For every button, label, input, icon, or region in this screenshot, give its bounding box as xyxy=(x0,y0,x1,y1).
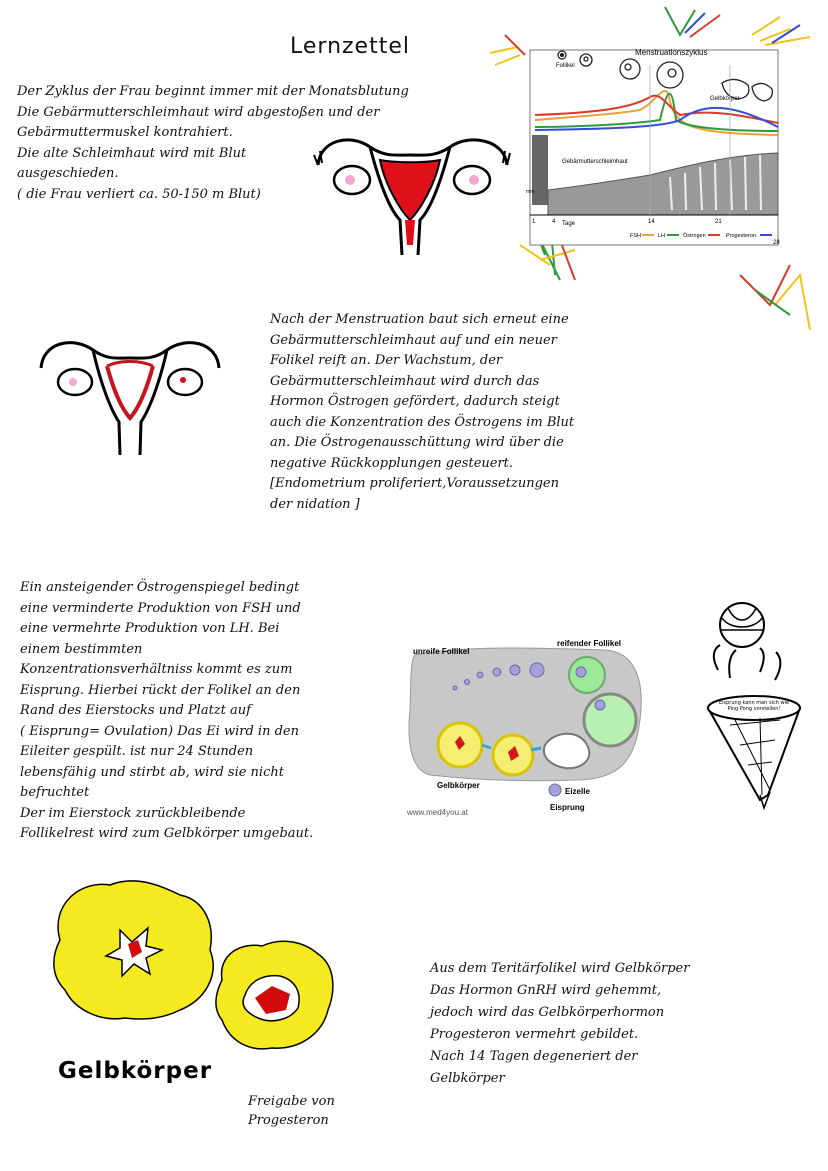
label-gelbkoerper: Gelbkörper xyxy=(710,96,740,102)
legend-fsh: FSH xyxy=(630,233,641,239)
uterus-illustration-bleeding xyxy=(310,125,515,260)
page-title: Lernzettel xyxy=(290,34,410,59)
cone-note: Eisprung kann man sich wie Ping Pong vorstellen! xyxy=(718,700,790,712)
gelbkoerper-illustration xyxy=(40,870,360,1070)
x-tick: 1 xyxy=(532,219,536,225)
uterus-illustration-proliferation xyxy=(35,330,225,460)
legend-oestrogen: Östrogen xyxy=(683,233,706,239)
text-block-gelbkoerper: Aus dem Teritärfolikel wird Gelbkörper Das Hormon GnRH wird gehemmt, jedoch wird das Gelbkörperhormon Progesteron vermehrt gebildet. Nach 14 Tagen degeneriert der Gelbkörper xyxy=(430,961,690,1086)
ovary-follicle-diagram xyxy=(405,630,650,820)
label-tage: Tage xyxy=(562,221,576,227)
progesteron-caption: Freigabe von Progesteron xyxy=(248,1094,335,1128)
label-schleimhaut: Gebärmutterschleimhaut xyxy=(562,159,628,165)
legend-lh: LH xyxy=(658,233,666,239)
x-tick: 28 xyxy=(773,240,780,246)
text-block-menstruation: Der Zyklus der Frau beginnt immer mit der Monatsblutung Die Gebärmutterschleimhaut wird abgestoßen und der Gebärmuttermuskel kontrahiert. Die alte Schleimhaut wird mit Blut ausgeschieden. ( die Frau verliert ca. 50-150 m Blut) xyxy=(17,84,409,202)
x-tick: 14 xyxy=(648,219,655,225)
x-tick: 21 xyxy=(715,219,722,225)
text-block-ovulation: Ein ansteigender Östrogenspiegel bedingt eine verminderte Produktion von FSH und eine vermehrte Produktion von LH. Bei einem bestimmten Konzentrationsverhältniss kommt es zum Eisprung. Hierbei rückt der Folikel an den Rand des Eierstocks und Platzt auf ( Eisprung= Ovulation) Das Ei wird in den Eileiter gespült. ist nur 24 Stunden lebensfähig und stirbt ab, wird sie nicht befruchtet Der im Eierstock zurückbleibende Follikelrest wird zum Gelbkörper umgebaut. xyxy=(20,580,314,841)
label-gelbkoerper-small: Gelbkörper xyxy=(437,781,480,790)
menstrual-cycle-chart xyxy=(490,5,820,335)
label-unreife-follikel: unreife Follikel xyxy=(413,647,470,656)
legend-progesteron: Progesteron xyxy=(726,233,756,239)
text-block-proliferation: Nach der Menstruation baut sich erneut eine Gebärmutterschleimhaut auf und ein neuer Folikel reift an. Der Wachstum, der Gebärmutterschleimhaut wird durch das Hormon Östrogen gefördert, dadurch steigt auch die Konzentration des Östrogens im Blut an. Die Östrogenausschüttung wird über die negative Rückkopplungen gesteuert. [Endometrium proliferiert,Voraussetzungen der nidation ] xyxy=(270,312,575,512)
chart-title: Menstruationszyklus xyxy=(635,48,708,57)
x-tick: 4 xyxy=(552,219,556,225)
label-eisprung: Eisprung xyxy=(550,803,585,812)
label-mm: mm xyxy=(526,189,535,195)
label-reifender-follikel: reifender Follikel xyxy=(557,639,622,648)
label-follikel: Follikel xyxy=(556,63,575,69)
gelbkoerper-label: Gelbkörper xyxy=(58,1058,213,1084)
ping-pong-cone-sketch xyxy=(700,600,810,810)
source-label: www.med4you.at xyxy=(407,808,468,817)
label-eizelle: Eizelle xyxy=(565,787,590,796)
